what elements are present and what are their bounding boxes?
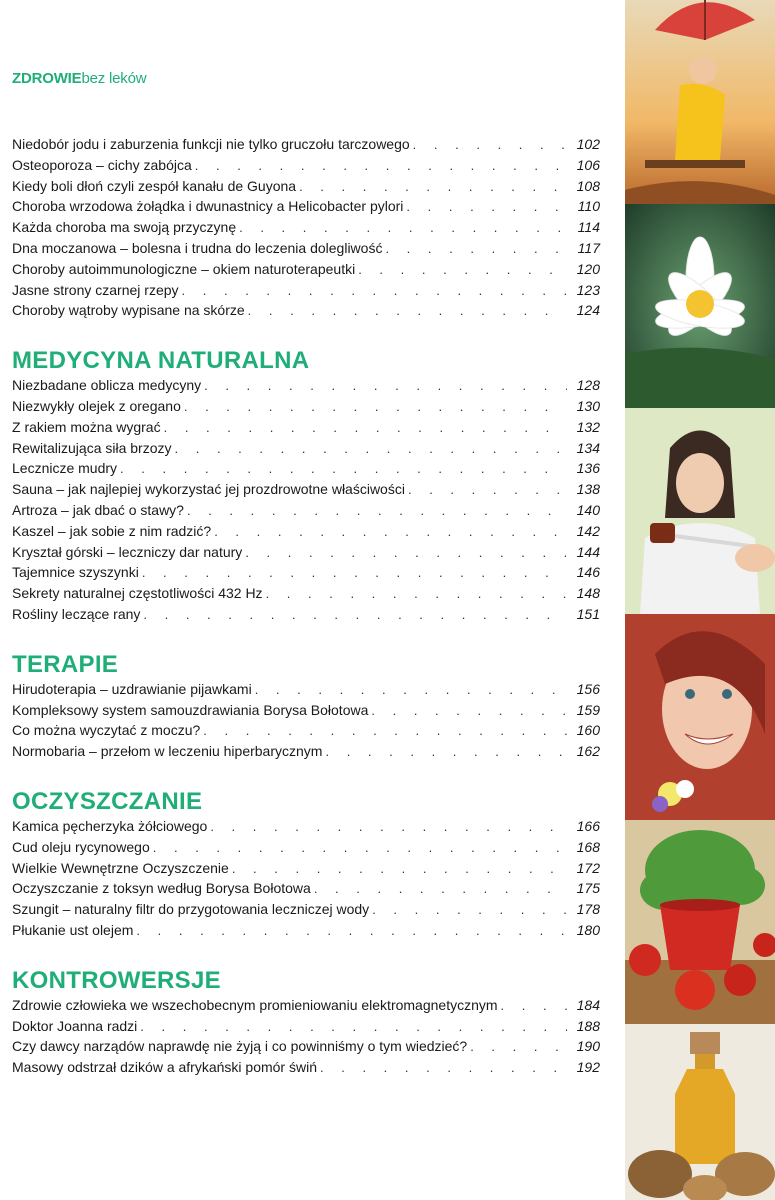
toc-entry-title: Niezbadane oblicza medycyny (12, 377, 202, 394)
toc-entry-title: Rośliny leczące rany (12, 605, 141, 622)
toc-page-number: 180 (576, 921, 600, 938)
photo-herbs-tomatoes (625, 820, 775, 1024)
dot-leader (204, 378, 567, 393)
toc-page-number: 192 (576, 1059, 600, 1076)
toc-page-number: 132 (576, 418, 600, 435)
dot-leader (266, 586, 567, 601)
dot-leader (140, 1019, 567, 1034)
dot-leader (136, 923, 567, 938)
toc-entry[interactable] (12, 460, 600, 481)
dot-leader (143, 607, 567, 622)
toc-entry-title: Choroba wrzodowa żołądka i dwunastnicy a Helicobacter pylori (12, 198, 404, 215)
toc-entry[interactable] (12, 136, 600, 157)
toc-page-number: 160 (576, 722, 600, 739)
dot-leader (203, 723, 567, 738)
toc-entry-title: Co można wyczytać z moczu? (12, 722, 201, 739)
dot-leader (164, 420, 567, 435)
photo-child-syrup (625, 408, 775, 614)
toc-entry[interactable] (12, 585, 600, 606)
toc-entry[interactable] (12, 440, 600, 461)
toc-entry[interactable] (12, 261, 600, 282)
toc-page-number: 134 (576, 439, 600, 456)
toc-entry[interactable] (12, 860, 600, 881)
dot-leader (184, 399, 567, 414)
toc-page-number: 108 (576, 177, 600, 194)
toc-page-number: 168 (576, 838, 600, 855)
toc-entry[interactable] (12, 997, 600, 1018)
toc-entry-title: Doktor Joanna radzi (12, 1017, 138, 1034)
toc-entry[interactable] (12, 398, 600, 419)
toc-page-number: 159 (576, 701, 600, 718)
dot-leader (314, 881, 567, 896)
dot-leader (195, 158, 567, 173)
toc-page-number: 146 (576, 564, 600, 581)
toc-entry-title: Z rakiem można wygrać (12, 418, 161, 435)
toc-entry[interactable] (12, 702, 600, 723)
dot-leader (175, 441, 567, 456)
toc-page-number: 114 (577, 219, 600, 236)
dot-leader (413, 137, 567, 152)
toc-entry-title: Choroby autoimmunologiczne – okiem naturoterapeutki (12, 260, 356, 277)
section-heading: MEDYCYNA NATURALNA (12, 347, 310, 375)
toc-page-number: 124 (576, 302, 600, 319)
toc-entry-title: Kaszel – jak sobie z nim radzić? (12, 522, 212, 539)
toc-entry[interactable] (12, 901, 600, 922)
toc-entry-title: Rewitalizująca siła brzozy (12, 439, 172, 456)
toc-entry-title: Normobaria – przełom w leczeniu hiperbarycznym (12, 743, 323, 760)
toc-entry-title: Masowy odstrzał dzików a afrykański pomór świń (12, 1059, 317, 1076)
toc-page-number: 190 (576, 1038, 600, 1055)
dot-leader (320, 1060, 567, 1075)
toc-page-number: 156 (576, 680, 600, 697)
toc-page-number: 120 (576, 260, 600, 277)
toc-page-number: 142 (576, 522, 600, 539)
section-heading: KONTROWERSJE (12, 966, 221, 994)
toc-entry[interactable] (12, 743, 600, 764)
toc-entry[interactable] (12, 219, 600, 240)
toc-page-number: 136 (576, 460, 600, 477)
photo-oil-walnuts (625, 1024, 775, 1200)
dot-leader (214, 524, 567, 539)
toc-entry-title: Kryształ górski – leczniczy dar natury (12, 543, 243, 560)
photo-girl-swing (625, 0, 775, 204)
toc-page-number: 175 (576, 880, 600, 897)
toc-entry[interactable] (12, 922, 600, 943)
toc-entry[interactable] (12, 722, 600, 743)
table-of-contents (12, 136, 600, 1080)
toc-entry-title: Dna moczanowa – bolesna i trudna do leczenia dolegliwość (12, 239, 383, 256)
toc-page-number: 184 (576, 996, 600, 1013)
toc-page-number: 151 (576, 605, 600, 622)
toc-entry-title: Choroby wątroby wypisane na skórze (12, 302, 245, 319)
dot-leader (255, 682, 567, 697)
dot-leader (325, 744, 567, 759)
toc-entry[interactable] (12, 1038, 600, 1059)
dot-leader (408, 482, 567, 497)
toc-page-number: 140 (576, 501, 600, 518)
toc-entry-title: Niezwykły olejek z oregano (12, 397, 181, 414)
toc-page-number: 130 (576, 397, 600, 414)
toc-entry-title: Niedobór jodu i zaburzenia funkcji nie tylko gruczołu tarczowego (12, 136, 410, 152)
toc-entry-title: Zdrowie człowieka we wszechobecnym promieniowaniu elektromagnetycznym (12, 996, 498, 1013)
toc-page-number: 148 (576, 585, 600, 602)
toc-entry[interactable] (12, 564, 600, 585)
toc-entry[interactable] (12, 544, 600, 565)
toc-entry[interactable] (12, 523, 600, 544)
dot-leader (210, 819, 567, 834)
toc-entry-title: Tajemnice szyszynki (12, 564, 139, 581)
toc-entry-title: Jasne strony czarnej rzepy (12, 281, 179, 298)
toc-entry[interactable] (12, 282, 600, 303)
dot-leader (239, 220, 567, 235)
toc-entry[interactable] (12, 178, 600, 199)
magazine-header (12, 70, 146, 87)
dot-leader (187, 503, 567, 518)
brand-bold: ZDROWIE (12, 70, 82, 87)
toc-entry[interactable] (12, 157, 600, 178)
toc-page-number: 128 (576, 377, 600, 394)
section-heading: OCZYSZCZANIE (12, 787, 203, 815)
dot-leader (385, 241, 567, 256)
dot-leader (245, 545, 567, 560)
dot-leader (372, 902, 567, 917)
brand-light: bez leków (81, 70, 147, 87)
toc-page-number: 106 (576, 156, 600, 173)
toc-entry[interactable] (12, 377, 600, 398)
toc-entry-title: Kompleksowy system samouzdrawiania Borysa Bołotowa (12, 701, 369, 718)
toc-entry-title: Artroza – jak dbać o stawy? (12, 501, 184, 518)
toc-entry-title: Każda choroba ma swoją przyczynę (12, 219, 237, 236)
toc-page-number: 123 (576, 281, 600, 298)
toc-entry[interactable] (12, 1059, 600, 1080)
toc-entry-title: Kamica pęcherzyka żółciowego (12, 817, 208, 834)
toc-entry-title: Hirudoterapia – uzdrawianie pijawkami (12, 680, 252, 697)
dot-leader (358, 262, 567, 277)
toc-entry-title: Oczyszczanie z toksyn według Borysa Bołotowa (12, 880, 311, 897)
toc-entry-title: Cud oleju rycynowego (12, 838, 150, 855)
photo-smiling-woman (625, 614, 775, 820)
toc-entry[interactable] (12, 198, 600, 219)
toc-entry-title: Osteoporoza – cichy zabójca (12, 156, 192, 173)
dot-leader (142, 565, 567, 580)
toc-entry[interactable] (12, 502, 600, 523)
toc-entry[interactable] (12, 302, 600, 323)
toc-entry[interactable] (12, 818, 600, 839)
toc-page-number: 117 (577, 239, 600, 256)
dot-leader (182, 283, 567, 298)
toc-page-number: 172 (576, 859, 600, 876)
toc-entry[interactable] (12, 481, 600, 502)
toc-entry-title: Sauna – jak najlepiej wykorzystać jej prozdrowotne właściwości (12, 481, 405, 498)
toc-page-number: 138 (576, 481, 600, 498)
dot-leader (470, 1039, 567, 1054)
toc-entry-title: Płukanie ust olejem (12, 921, 134, 938)
toc-entry-title: Sekrety naturalnej częstotliwości 432 Hz (12, 585, 263, 602)
dot-leader (120, 461, 567, 476)
toc-entry[interactable] (12, 1018, 600, 1039)
toc-entry[interactable] (12, 839, 600, 860)
toc-entry[interactable] (12, 419, 600, 440)
section-heading: TERAPIE (12, 650, 119, 678)
toc-entry-title: Wielkie Wewnętrzne Oczyszczenie (12, 859, 229, 876)
toc-entry[interactable] (12, 681, 600, 702)
toc-page-number: 178 (576, 901, 600, 918)
dot-leader (406, 199, 567, 214)
toc-page-number: 166 (576, 817, 600, 834)
toc-entry[interactable] (12, 606, 600, 627)
toc-entry-title: Czy dawcy narządów naprawdę nie żyją i co powinniśmy o tym wiedzieć? (12, 1038, 468, 1055)
dot-leader (153, 840, 567, 855)
toc-entry-title: Lecznicze mudry (12, 460, 118, 477)
toc-page-number: 110 (577, 198, 600, 215)
toc-page-number: 102 (576, 136, 600, 152)
toc-page-number: 144 (576, 543, 600, 560)
dot-leader (501, 998, 567, 1013)
dot-leader (371, 703, 567, 718)
toc-entry-title: Szungit – naturalny filtr do przygotowania leczniczej wody (12, 901, 370, 918)
photo-water-lily (625, 204, 775, 408)
dot-leader (232, 861, 567, 876)
toc-entry[interactable] (12, 880, 600, 901)
toc-entry-title: Kiedy boli dłoń czyli zespół kanału de Guyona (12, 177, 297, 194)
toc-page-number: 162 (576, 743, 600, 760)
toc-entry[interactable] (12, 240, 600, 261)
dot-leader (248, 303, 567, 318)
toc-page-number: 188 (576, 1017, 600, 1034)
dot-leader (299, 179, 567, 194)
